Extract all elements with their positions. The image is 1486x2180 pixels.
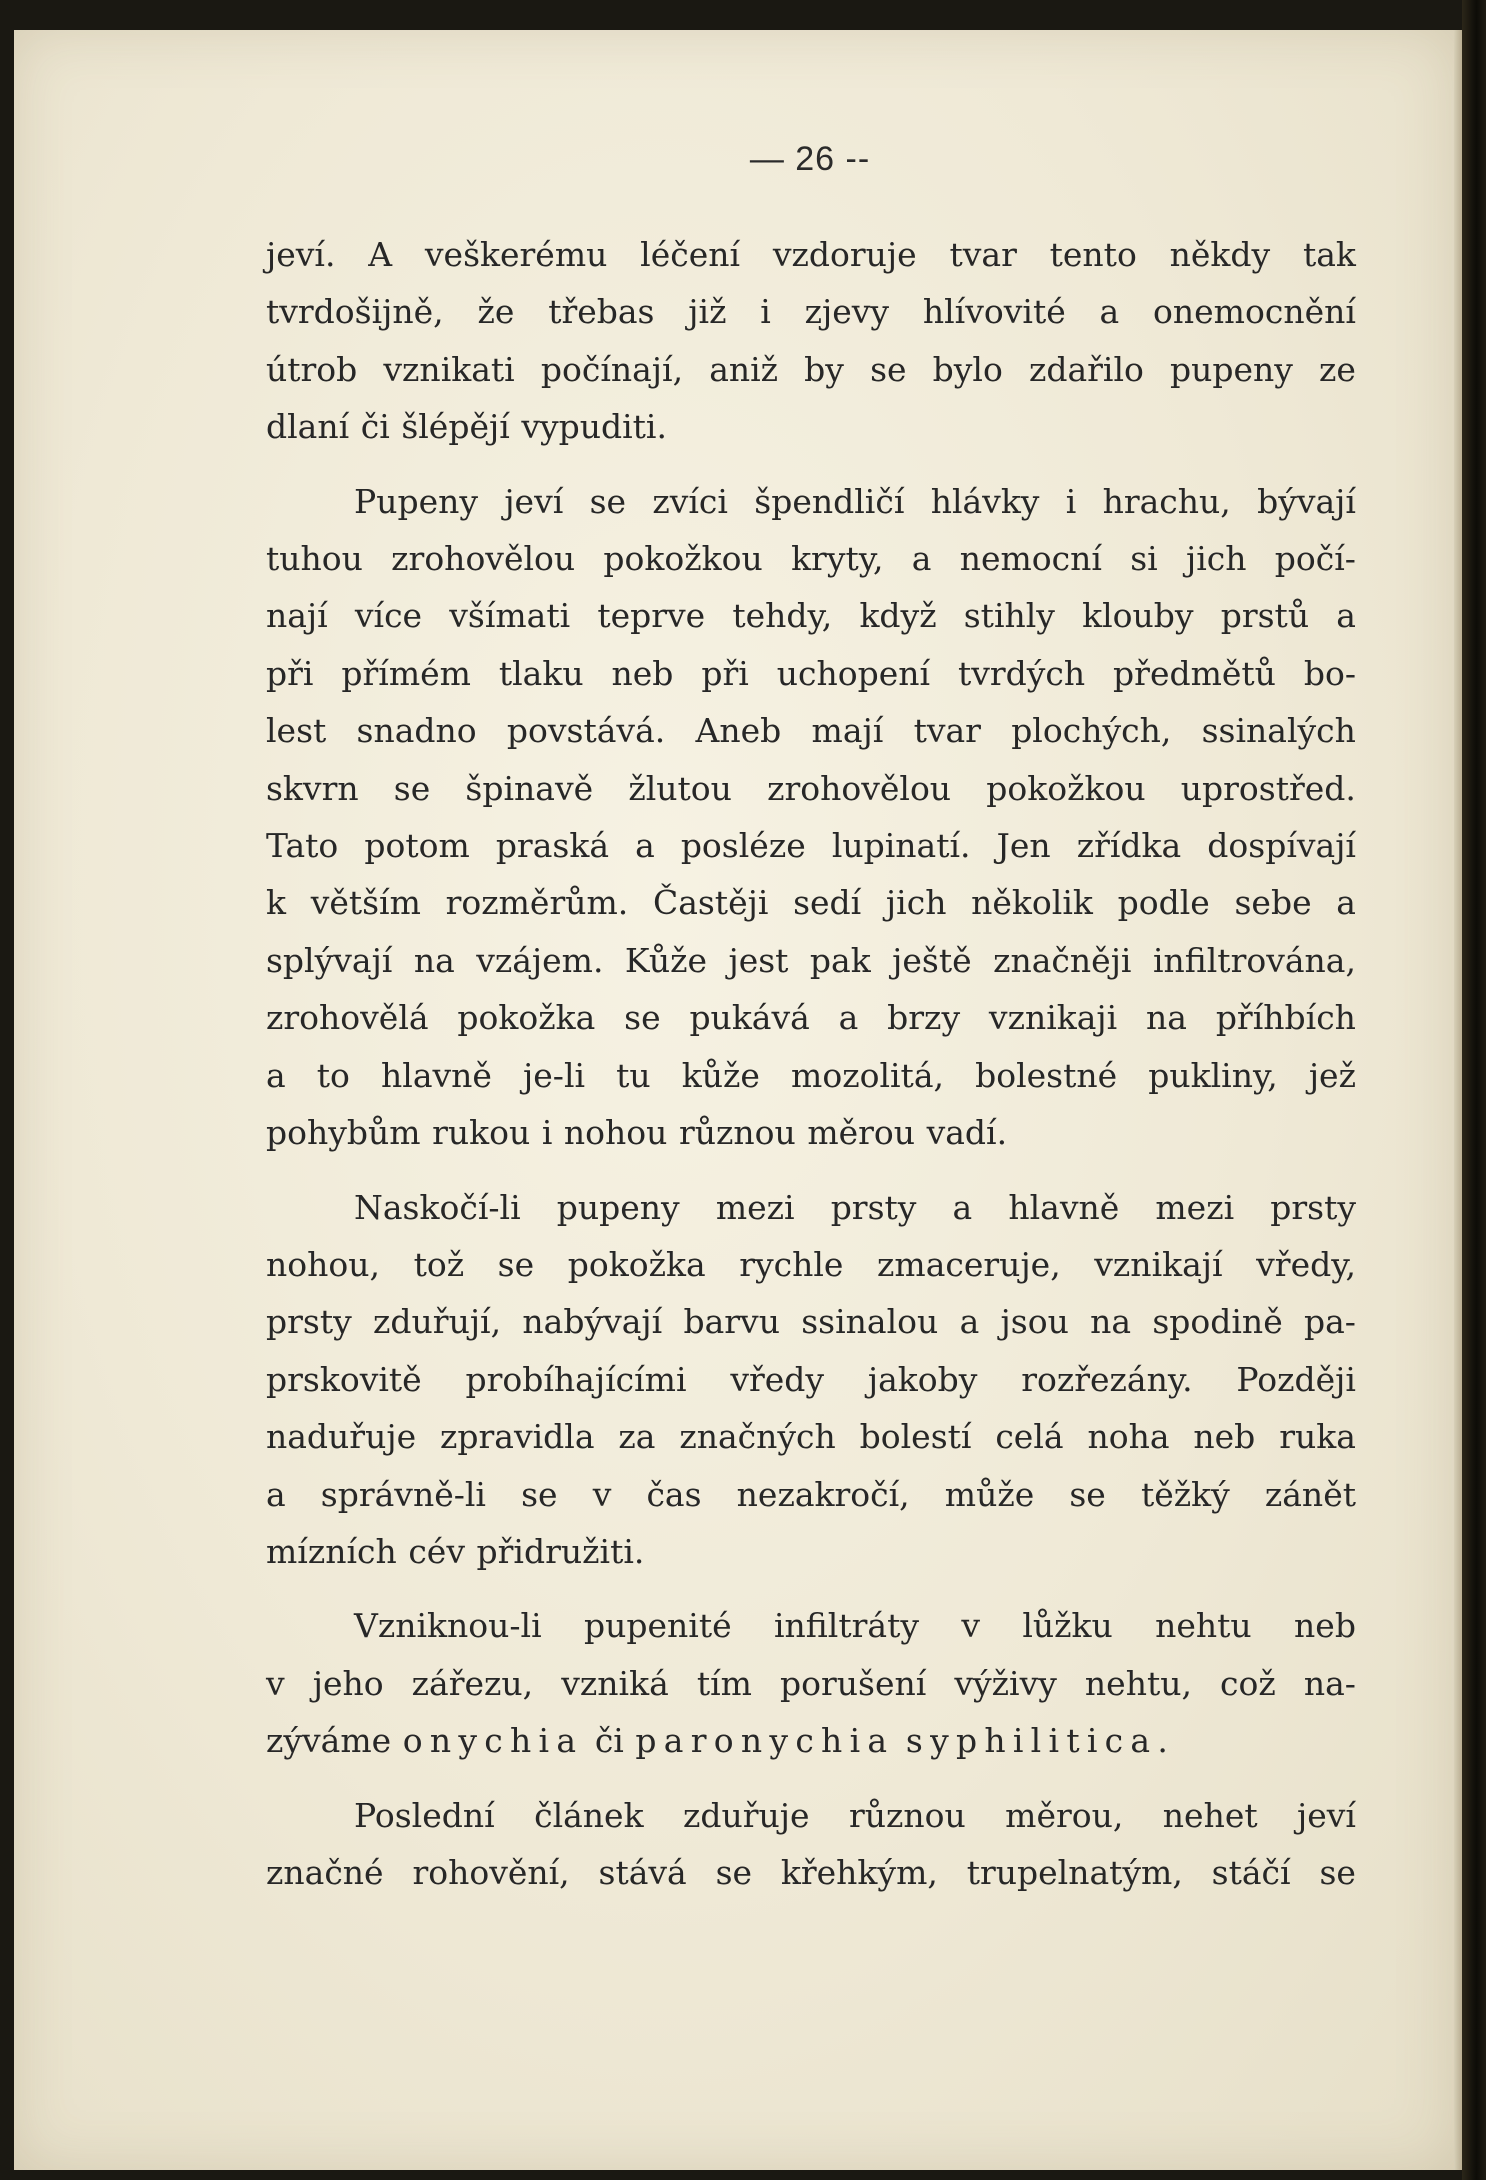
text-line: lest snadno povstává. Aneb mají tvar plochých, ssinalých — [266, 711, 1356, 751]
text-line: pohybům rukou i nohou různou měrou vadí. — [266, 1113, 1008, 1153]
page-edge — [1454, 30, 1462, 2170]
paragraph — [266, 1597, 1356, 1769]
paragraph — [266, 1787, 1356, 1902]
paragraph — [266, 1179, 1356, 1581]
text-line: v jeho zářezu, vzniká tím porušení výživy nehtu, což na- — [266, 1663, 1356, 1703]
text-line: dlaní či šlépějí vypuditi. — [266, 407, 667, 447]
text-line: tuhou zrohovělou pokožkou kryty, a nemocní si jich počí- — [266, 539, 1356, 579]
text-line: a to hlavně je-li tu kůže mozolitá, bolestné pukliny, jež — [266, 1055, 1356, 1095]
page-number: — 26 -- — [749, 140, 871, 178]
text-line: prskovitě probíhajícími vředy jakoby rozřezány. Později — [266, 1359, 1356, 1399]
text-line: skvrn se špinavě žlutou zrohovělou pokožkou uprostřed. — [266, 768, 1356, 808]
book-binding — [1462, 0, 1486, 2180]
text-line: značné rohovění, stává se křehkým, trupelnatým, stáčí se — [266, 1852, 1356, 1892]
text-line: splývají na vzájem. Kůže jest pak ještě značněji infiltrována, — [266, 940, 1356, 980]
text-line: nají více všímati teprve tehdy, když stihly klouby prstů a — [266, 596, 1356, 636]
paragraph — [266, 473, 1356, 1162]
text-line: útrob vznikati počínají, aniž by se bylo zdařilo pupeny ze — [266, 349, 1356, 389]
text-line: a správně-li se v čas nezakročí, může se těžký zánět — [266, 1474, 1356, 1514]
body-text — [266, 226, 1356, 1918]
text-line: k větším rozměrům. Častěji sedí jich několik podle sebe a — [266, 883, 1356, 923]
text-line: při přímém tlaku neb při uchopení tvrdých předmětů bo- — [266, 653, 1356, 693]
text-line: Vzniknou-li pupenité infiltráty v lůžku nehtu neb — [354, 1606, 1356, 1646]
text-line: Poslední článek zduřuje různou měrou, nehet jeví — [354, 1795, 1356, 1835]
text-line: Tato potom praská a posléze lupinatí. Jen zřídka dospívají — [266, 826, 1356, 866]
paragraph — [266, 226, 1356, 456]
text-line: prsty zduřují, nabývají barvu ssinalou a jsou na spodině pa- — [266, 1302, 1356, 1342]
text-line: Pupeny jeví se zvíci špendličí hlávky i hrachu, bývají — [354, 481, 1356, 521]
text-line: zýváme onychia či paronychia syphilitica. — [266, 1721, 1176, 1761]
text-line: mízních cév přidružiti. — [266, 1531, 645, 1571]
text-line: jeví. A veškerému léčení vzdoruje tvar tento někdy tak — [266, 235, 1356, 274]
text-line: zrohovělá pokožka se pukává a brzy vznikaji na příhbích — [266, 998, 1356, 1038]
text-line: naduřuje zpravidla za značných bolestí celá noha neb ruka — [266, 1417, 1356, 1457]
text-line: nohou, tož se pokožka rychle zmaceruje, vznikají vředy, — [266, 1244, 1356, 1284]
text-line: tvrdošijně, že třebas již i zjevy hlívovité a onemocnění — [266, 292, 1356, 332]
text-line: Naskočí-li pupeny mezi prsty a hlavně mezi prsty — [354, 1187, 1356, 1227]
